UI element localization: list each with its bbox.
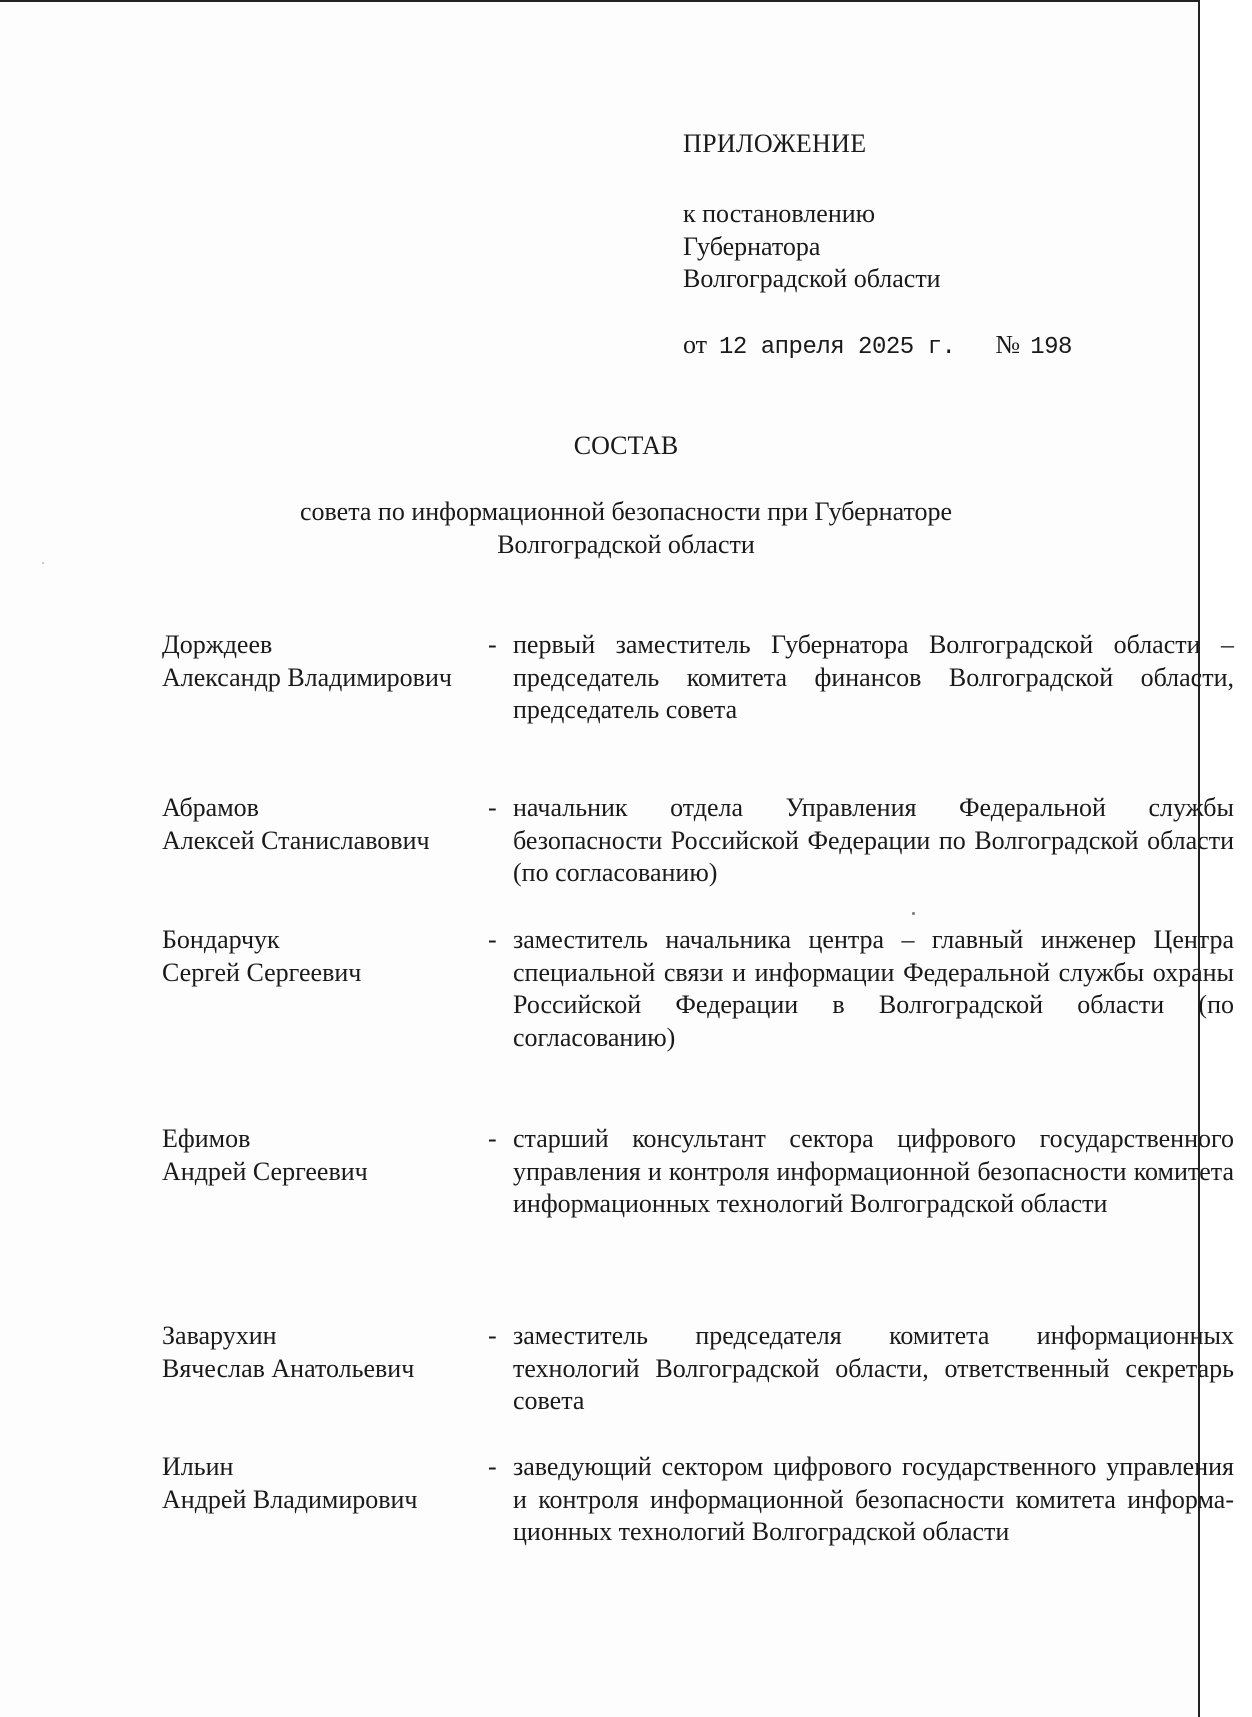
subtitle-line: Волгоградской области xyxy=(497,529,755,559)
member-dash: - xyxy=(488,793,497,822)
scan-speck xyxy=(912,912,915,915)
document-date-number xyxy=(683,329,1072,364)
appendix-ref-line: Губернатора xyxy=(683,231,821,261)
member-name xyxy=(162,1123,482,1188)
member-role: заместитель начальника центра – главный инженер Центра специальной связи и информации Федеральной службы охраны Российской Федерации в Волгоградской области (по согласованию) xyxy=(513,925,1234,1052)
appendix-ref-line: Волгоградской области xyxy=(683,264,941,293)
member-role: старший консультант сектора цифрового государственного управления и контроля информационной безопасности комитета информационных технологий Волгоградской области xyxy=(513,1124,1234,1218)
member-surname: Ефимов xyxy=(162,1124,251,1153)
member-name xyxy=(162,1320,482,1385)
member-dash: - xyxy=(488,630,497,659)
member-surname: Заварухин xyxy=(162,1321,277,1350)
document-subtitle xyxy=(0,496,1252,561)
member-name xyxy=(162,1451,482,1516)
date-prefix: от xyxy=(683,330,708,359)
document-date: 12 апреля 2025 г. xyxy=(719,334,956,361)
subtitle-line: совета по информационной безопасности при Губернаторе xyxy=(299,497,953,526)
document-title: СОСТАВ xyxy=(573,431,679,460)
member-given-names: Андрей Владимирович xyxy=(162,1484,418,1514)
member-role: заведующий сектором цифрового государственного управления и контроля информационной безопасности комитета информационных технологий Волгоградской области xyxy=(513,1452,1234,1546)
member-name xyxy=(162,629,482,694)
member-role: первый заместитель Губернатора Волгоградской области – председатель комитета финансов Волгоградской области, председатель совета xyxy=(513,630,1234,724)
member-dash: - xyxy=(488,925,497,954)
member-given-names: Вячеслав Анатольевич xyxy=(162,1353,415,1383)
document-number: 198 xyxy=(1030,334,1072,361)
member-given-names: Александр Владимирович xyxy=(162,662,452,692)
number-sign: № xyxy=(995,330,1021,359)
member-role: начальник отдела Управления Федеральной службы безопасности Российской Федерации по Волгоградской области (по согласованию) xyxy=(513,793,1234,887)
scan-speck xyxy=(42,562,44,564)
member-name xyxy=(162,792,482,857)
appendix-title: ПРИЛОЖЕНИЕ xyxy=(683,129,867,158)
member-name xyxy=(162,924,482,989)
member-given-names: Сергей Сергеевич xyxy=(162,957,362,987)
member-surname: Бондарчук xyxy=(162,925,280,954)
member-given-names: Алексей Станиславович xyxy=(162,825,430,855)
member-surname: Дорждеев xyxy=(162,630,273,659)
member-surname: Абрамов xyxy=(162,793,259,822)
member-given-names: Андрей Сергеевич xyxy=(162,1156,368,1186)
appendix-ref-line: к постановлению xyxy=(683,199,876,228)
member-dash: - xyxy=(488,1321,497,1350)
member-role: заместитель председателя комитета информационных технологий Волгоградской области, ответственный секретарь совета xyxy=(513,1321,1234,1415)
appendix-reference xyxy=(683,198,941,296)
member-surname: Ильин xyxy=(162,1452,234,1481)
member-dash: - xyxy=(488,1452,497,1481)
member-dash: - xyxy=(488,1124,497,1153)
